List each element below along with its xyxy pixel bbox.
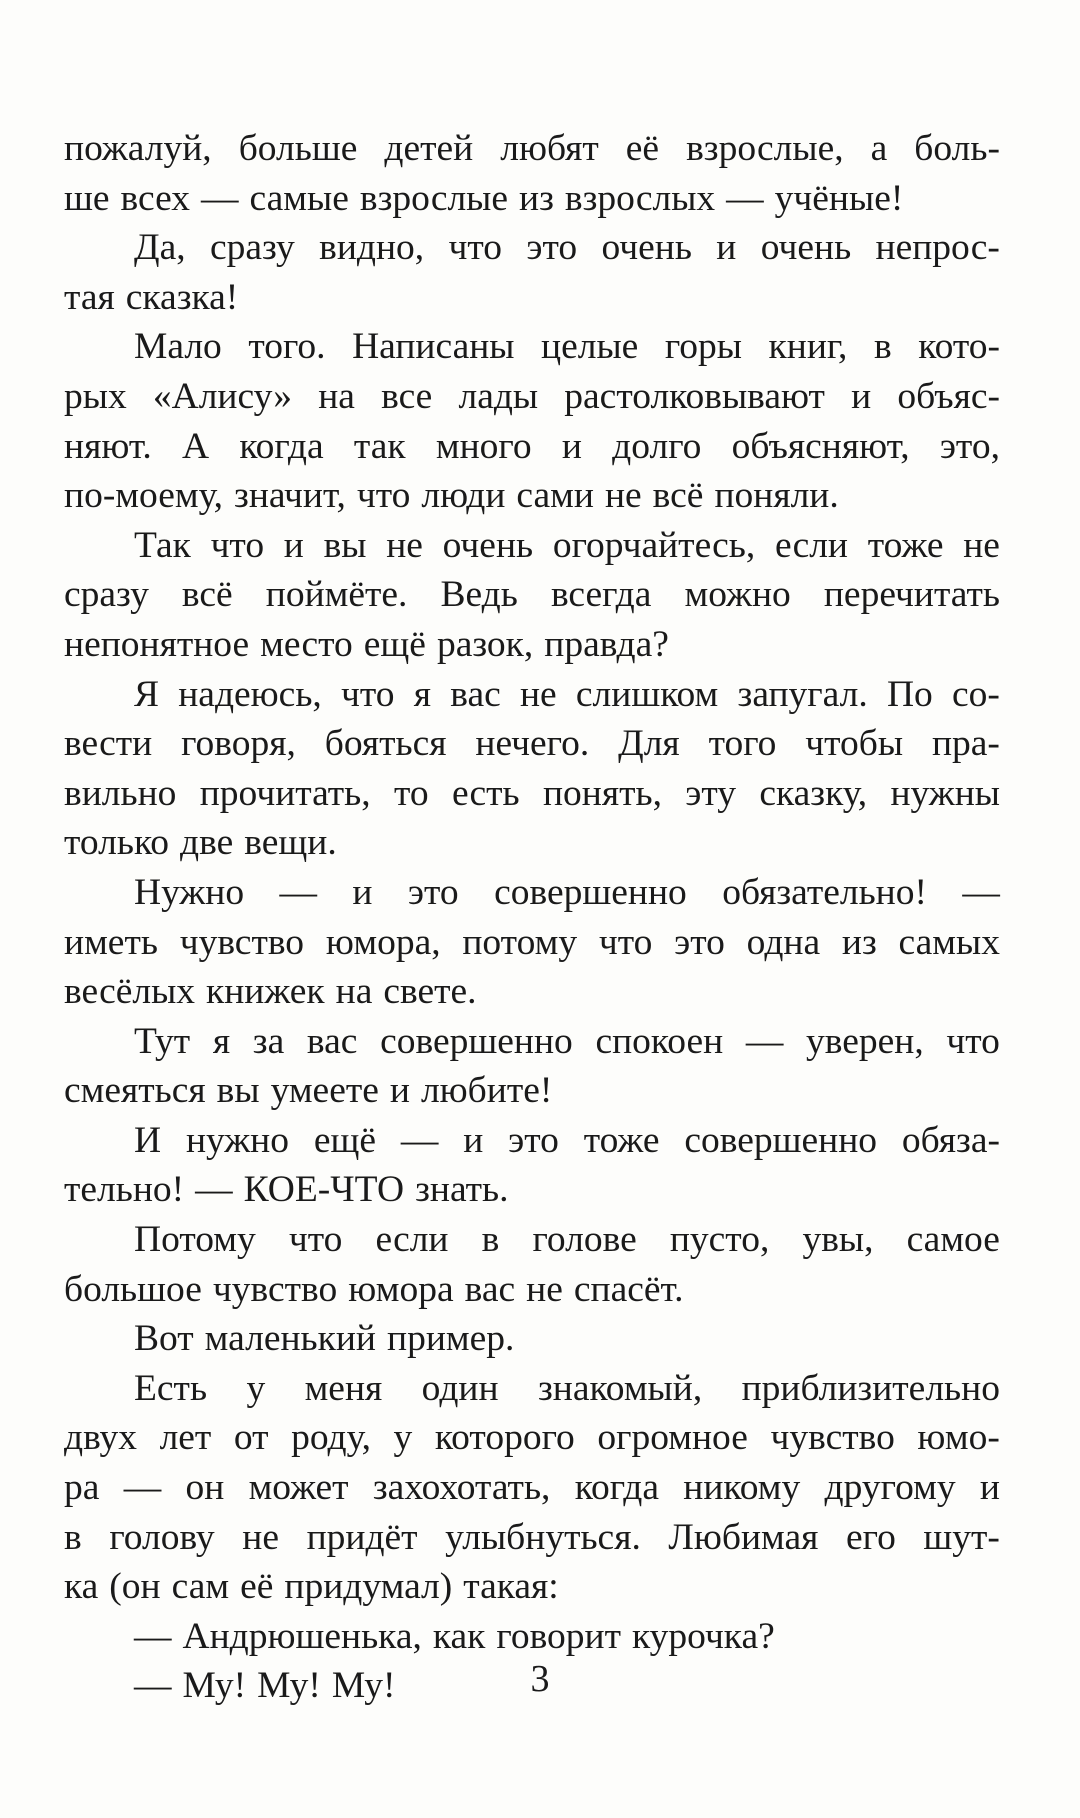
text-line [64, 620, 1000, 670]
word: из [519, 177, 554, 219]
page-number: 3 [530, 1658, 550, 1700]
word: сразу [64, 574, 149, 616]
word: что [341, 673, 395, 715]
word: и [352, 871, 373, 913]
word: «Алису» [152, 375, 293, 417]
word: сказка! [125, 276, 239, 318]
word: сам [171, 1566, 230, 1608]
word: большое [64, 1268, 202, 1310]
word: огорчайтесь, [552, 524, 756, 566]
word: а [870, 128, 888, 169]
word: не [963, 524, 1000, 566]
word: её [240, 1566, 274, 1608]
word: я [413, 673, 432, 715]
word: ещё [313, 1119, 377, 1161]
word: в [873, 326, 892, 368]
word: няют. [64, 425, 152, 467]
word: её [625, 128, 660, 169]
word: объяс- [897, 375, 1000, 417]
word: самые [249, 177, 349, 219]
word: что [210, 524, 265, 566]
word: вас [450, 673, 501, 715]
word: по-моему, [64, 475, 223, 517]
word: поймёте. [265, 574, 408, 616]
text-line [64, 769, 1000, 819]
word: ещё [363, 623, 426, 665]
word: что [356, 475, 411, 517]
word: так [353, 425, 406, 467]
word: разок, [436, 623, 534, 665]
word: можно [684, 574, 791, 616]
word: и [979, 1467, 1000, 1509]
text-line [64, 818, 1000, 868]
word: прочитать, [199, 772, 371, 814]
word: люди [421, 475, 506, 517]
text-line [64, 1116, 1000, 1166]
word: всегда [550, 574, 652, 616]
word: и [283, 524, 304, 566]
word: обяза- [901, 1119, 1000, 1161]
word: иметь [64, 921, 158, 963]
word: поняли. [714, 475, 839, 517]
word: вы [323, 524, 367, 566]
word: очень [760, 227, 852, 269]
word: что [946, 1020, 1000, 1062]
word: бояться [324, 723, 447, 765]
word: вас [306, 1020, 358, 1062]
text-line [64, 1314, 1000, 1364]
word: может [248, 1467, 349, 1509]
word: непрос- [875, 227, 1000, 269]
word: другому [824, 1467, 956, 1509]
word: это [407, 871, 459, 913]
word: если [375, 1219, 449, 1261]
word: Для [618, 723, 680, 765]
word: чтобы [805, 723, 904, 765]
word: пусто, [669, 1219, 770, 1261]
word: голове [532, 1219, 637, 1261]
word: — [745, 1020, 784, 1062]
word: что [288, 1219, 343, 1261]
word: умеете [270, 1070, 379, 1112]
word: увы, [802, 1219, 874, 1261]
word: весёлых [64, 971, 196, 1013]
word: ка [64, 1566, 99, 1608]
word: больше [238, 128, 358, 169]
word: тельно! [64, 1169, 185, 1211]
word: это [526, 227, 578, 269]
word: уверен, [806, 1020, 924, 1062]
word: горы [664, 326, 742, 368]
word: и [389, 1070, 410, 1112]
word: Тут [134, 1020, 191, 1062]
word: (он [109, 1566, 161, 1608]
word: говоря, [181, 723, 296, 765]
word: По [886, 673, 933, 715]
word: его [845, 1516, 896, 1558]
word: тоже [583, 1119, 660, 1161]
word: сказку, [759, 772, 868, 814]
word: непонятное [64, 623, 250, 665]
word: нечего. [475, 723, 590, 765]
word: сразу [209, 227, 295, 269]
word: и [463, 1119, 484, 1161]
word: — [962, 871, 1000, 913]
word: юмора [348, 1268, 454, 1310]
word: он [185, 1467, 225, 1509]
word: огромное [597, 1417, 748, 1459]
word: Му! [182, 1665, 247, 1707]
word: не [386, 524, 423, 566]
word: я [212, 1020, 231, 1062]
word: что [448, 227, 503, 269]
word: того [708, 723, 777, 765]
word: книг, [768, 326, 848, 368]
word: самых [898, 921, 1000, 963]
word: вильно [64, 772, 177, 814]
word: тоже [867, 524, 944, 566]
word: запугал. [737, 673, 868, 715]
word: не [526, 1268, 563, 1310]
word: вести [64, 723, 153, 765]
word: две [180, 822, 234, 864]
word: такая: [463, 1566, 559, 1608]
word: значит, [234, 475, 346, 517]
word: свете. [383, 971, 477, 1013]
text-line [64, 967, 1000, 1017]
word: на [335, 971, 373, 1013]
word: чувство [770, 1417, 895, 1459]
word: взрослых [564, 177, 716, 219]
word: детей [384, 128, 474, 169]
word: обязательно! [722, 871, 927, 913]
word: любят [500, 128, 599, 169]
word: Ведь [440, 574, 518, 616]
word: роду, [291, 1417, 371, 1459]
word: Му! [331, 1665, 396, 1707]
word: юмора, [325, 921, 441, 963]
word: нужно [185, 1119, 289, 1161]
word: смеяться [64, 1070, 206, 1112]
word: А [182, 425, 210, 467]
word: со- [952, 673, 1000, 715]
text-line [64, 1265, 1000, 1315]
word: это [674, 921, 725, 963]
word: которого [434, 1417, 575, 1459]
word: тая [64, 276, 115, 318]
word: много [435, 425, 532, 467]
word: голову [109, 1516, 215, 1558]
word: видно, [319, 227, 425, 269]
word: эту [685, 772, 737, 814]
text-line [64, 670, 1000, 720]
word: долго [612, 425, 702, 467]
word: меня [304, 1367, 383, 1409]
word: совершенно [494, 871, 687, 913]
word: курочка? [631, 1615, 775, 1657]
text-line [64, 918, 1000, 968]
word: растолковывают [564, 375, 825, 417]
word: это, [939, 425, 1000, 467]
word: самое [906, 1219, 1000, 1261]
word: Так [134, 524, 191, 566]
word: всё [652, 475, 704, 517]
text-line [64, 174, 1000, 224]
word: у [393, 1417, 413, 1459]
word: это [508, 1119, 559, 1161]
word: и [716, 227, 737, 269]
word: того. [248, 326, 326, 368]
word: Есть [134, 1367, 208, 1409]
word: в [481, 1219, 500, 1261]
text-line [64, 422, 1000, 472]
word: в [64, 1516, 82, 1558]
word: чувство [212, 1268, 338, 1310]
word: перечитать [823, 574, 1000, 616]
text-line [64, 1413, 1000, 1463]
text-line [64, 1364, 1000, 1414]
text-line [64, 471, 1000, 521]
word: из [841, 921, 877, 963]
word: совершенно [380, 1020, 573, 1062]
word: — [726, 177, 764, 219]
text-line [64, 1513, 1000, 1563]
word: вы [216, 1070, 260, 1112]
word: ше [64, 177, 110, 219]
word: — [134, 1665, 172, 1707]
word: Написаны [352, 326, 515, 368]
text-line [64, 223, 1000, 273]
word: есть [451, 772, 520, 814]
word: захохотать, [372, 1467, 551, 1509]
word: не [242, 1516, 279, 1558]
word: вещи. [244, 822, 337, 864]
word: — [400, 1119, 439, 1161]
word: Да, [134, 227, 186, 269]
word: любите! [420, 1070, 553, 1112]
word: совершенно [684, 1119, 878, 1161]
text-line [64, 1215, 1000, 1265]
word: сами [516, 475, 594, 517]
word: — [134, 1615, 172, 1657]
word: когда [239, 425, 324, 467]
word: не [604, 475, 642, 517]
word: ра [64, 1467, 100, 1509]
word: одна [746, 921, 821, 963]
word: — [279, 871, 317, 913]
word: придёт [306, 1516, 418, 1558]
text-line [64, 521, 1000, 571]
word: взрослые, [686, 128, 844, 169]
word: только [64, 822, 170, 864]
word: правда? [544, 623, 669, 665]
word: юмо- [917, 1417, 1000, 1459]
word: маленький [204, 1318, 376, 1360]
word: знакомый, [537, 1367, 703, 1409]
word: двух [64, 1417, 138, 1459]
word: Вот [134, 1318, 194, 1360]
word: говорит [496, 1615, 621, 1657]
word: что [598, 921, 653, 963]
word: КОЕ-ЧТО [243, 1169, 405, 1211]
word: то [393, 772, 429, 814]
word: Нужно [134, 871, 245, 913]
word: за [252, 1020, 285, 1062]
word: никому [683, 1467, 801, 1509]
word: вас [464, 1268, 516, 1310]
word: если [775, 524, 849, 566]
word: кото- [918, 326, 1000, 368]
word: когда [574, 1467, 660, 1509]
word: взрослые [359, 177, 509, 219]
body-text [64, 124, 1000, 1711]
word: — [201, 177, 239, 219]
word: Андрюшенька, [182, 1615, 422, 1657]
word: лет [159, 1417, 212, 1459]
word: пожалуй, [64, 128, 212, 169]
word: не [519, 673, 557, 715]
word: всё [181, 574, 233, 616]
word: слишком [575, 673, 719, 715]
word: знать. [415, 1169, 509, 1211]
word: понять, [542, 772, 662, 814]
text-line [64, 1562, 1000, 1612]
text-line [64, 124, 1000, 174]
word: все [381, 375, 433, 417]
word: Любимая [668, 1516, 819, 1558]
word: на [318, 375, 355, 417]
word: объясняют, [731, 425, 910, 467]
word: очень [601, 227, 692, 269]
word: придумал) [284, 1566, 453, 1608]
word: у [246, 1367, 266, 1409]
word: один [421, 1367, 499, 1409]
word: лады [458, 375, 539, 417]
word: чувство [179, 921, 305, 963]
word: рых [64, 375, 127, 417]
word: спасёт. [573, 1268, 684, 1310]
word: очень [442, 524, 534, 566]
text-line [64, 868, 1000, 918]
text-line [64, 1066, 1000, 1116]
word: И [134, 1119, 162, 1161]
word: шут- [923, 1516, 1000, 1558]
word: учёные! [774, 177, 904, 219]
word: целые [541, 326, 639, 368]
word: — [123, 1467, 162, 1509]
text-line [64, 1017, 1000, 1067]
word: всех [120, 177, 191, 219]
word: пра- [931, 723, 1000, 765]
text-line [64, 322, 1000, 372]
word: нужны [890, 772, 1000, 814]
text-line [64, 273, 1000, 323]
word: от [233, 1417, 269, 1459]
text-line [64, 372, 1000, 422]
word: потому [462, 921, 578, 963]
word: и [561, 425, 582, 467]
word: Му! [257, 1665, 321, 1707]
word: книжек [206, 971, 325, 1013]
word: как [432, 1615, 486, 1657]
word: боль- [914, 128, 1000, 169]
text-line [64, 570, 1000, 620]
text-line [64, 1463, 1000, 1513]
text-line [64, 1165, 1000, 1215]
word: — [195, 1169, 233, 1211]
word: Я [134, 673, 160, 715]
text-line [64, 719, 1000, 769]
word: приблизительно [741, 1367, 1000, 1409]
word: спокоен [595, 1020, 724, 1062]
word: место [260, 623, 353, 665]
word: Мало [134, 326, 222, 368]
word: Потому [134, 1219, 256, 1261]
word: надеюсь, [178, 673, 322, 715]
word: улыбнуться. [445, 1516, 641, 1558]
word: пример. [387, 1318, 515, 1360]
word: и [851, 375, 872, 417]
